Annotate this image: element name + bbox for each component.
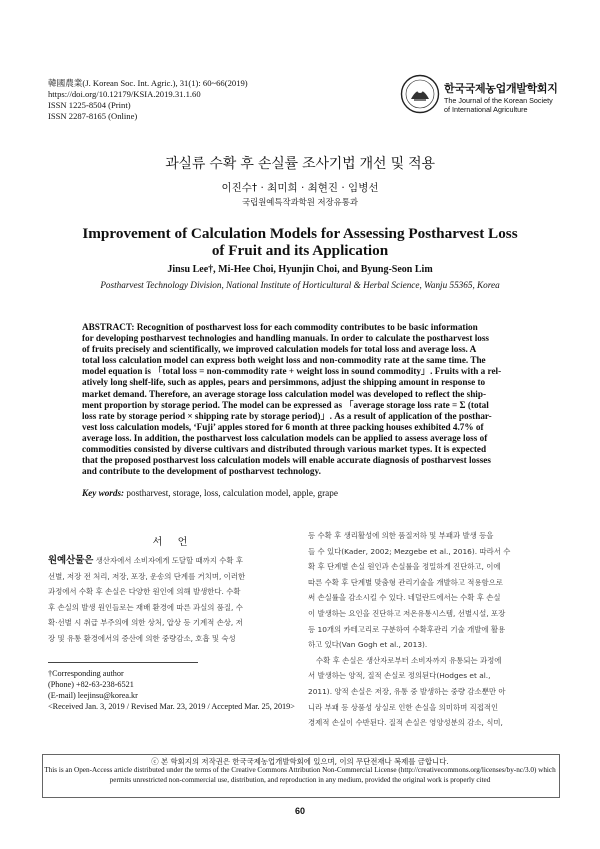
body-line: 확 후 단계별 손실 원인과 손실률을 정밀하게 진단하고, 이에 bbox=[308, 562, 501, 572]
corresponding-author-note: †Corresponding author (Phone) +82-63-238-6521 (E-mail) leejinsu@korea.kr <Received Jan. 3, 2019 / Revised Mar. 23, 2019 / Accepted Mar. 25, 2019> bbox=[48, 669, 295, 711]
title-english: Improvement of Calculation Models for Assessing Postharvest Loss of Fruit and its Application bbox=[82, 225, 518, 259]
body-line: 수확 후 손실은 생산자로부터 소비자까지 유통되는 과정에 bbox=[316, 655, 502, 665]
body-line: 들 수 있다(Kader, 2002; Mezgebe et al., 2016). 따라서 수 bbox=[308, 546, 511, 556]
keywords bbox=[82, 488, 338, 498]
body-line: 경제적 손실이 수반된다. 질적 손실은 영양성분의 감소, 식미, bbox=[308, 718, 503, 728]
body-line: 서 발생하는 양적, 질적 손실로 정의된다(Hodges et al., bbox=[308, 671, 491, 681]
keywords-label: Key words: bbox=[82, 488, 125, 498]
journal-meta bbox=[48, 78, 248, 122]
authors-english: Jinsu Lee†, Mi-Hee Choi, Hyunjin Choi, and Byung-Seon Lim bbox=[167, 264, 433, 275]
issn-print: ISSN 1225-8504 (Print) bbox=[48, 100, 131, 110]
body-line: 2011). 양적 손실은 저장, 유통 중 발생하는 중량 감소뿐만 아 bbox=[308, 686, 506, 696]
left-column bbox=[48, 553, 298, 647]
society-name-ko: 한국국제농업개발학회지 bbox=[444, 82, 558, 95]
body-line: 하고 있다(Van Gogh et al., 2013). bbox=[308, 640, 428, 650]
section-heading-introduction: 서 언 bbox=[152, 537, 194, 548]
journal-citation: 韓國農業(J. Korean Soc. Int. Agric.), 31(1): 60~66(2019) bbox=[48, 78, 248, 88]
doi-link[interactable]: https://doi.org/10.12179/KSIA.2019.31.1.60 bbox=[48, 89, 201, 99]
author-email[interactable]: (E-mail) leejinsu@korea.kr bbox=[48, 691, 138, 700]
license-text: ⓒ 본 학회지의 저작권은 한국국제농업개발학회에 있으며, 이의 무단전재나 복제를 금합니다. This is an Open-Access article distributed under the terms of the Creative Commons Attribution Non-Commercial License (http://creativecommons.org/licenses/by-nc/3.0) which permits unrestricted non-commercial use, distribution, and reproduction in any medium, provided the original work is properly cited bbox=[44, 757, 556, 784]
body-line: 따른 수확 후 단계별 맞춤형 관리기술을 개발하고 적용함으로 bbox=[308, 577, 503, 587]
lead-word: 원예산물은 bbox=[48, 555, 94, 566]
right-column bbox=[308, 528, 558, 731]
issn-online: ISSN 2287-8165 (Online) bbox=[48, 111, 138, 121]
body-line: 등 수확 후 생리활성에 의한 품질저하 및 부패과 발생 등을 bbox=[308, 531, 494, 540]
page-number: 60 bbox=[294, 806, 305, 816]
abstract: ABSTRACT: Recognition of postharvest loss for each commodity contributes to be basic information for developing postharvest technologies and handling manuals. In order to calculate the postharvest loss of fruits precisely and scientifically, we improved calculation models for total loss and average loss. A total loss calculation model can express both weight loss and non-commodity rate at the same time. The model equation is 「total loss = non-commodity rate + weight loss in sound commodity」. Fruits with a rel- atively long shelf-life, such as apples, pears and persimmons, adjust the shipping amount in response to market demand. Therefore, an average storage loss calculation model was developed to reflect the ship- ment proportion by storage period. The model can be expressed as 「average storage loss rate = Σ (total loss rate by storage period × shipping rate by storage period)」. As a result of application of the posthar- vest loss calculation models, ‘Fuji’ apples stored for 6 month at three packing houses exhibited 4.7% of average loss. In addition, the postharvest loss calculation models can be applied to assess average loss of commodities consisted by diverse cultivars and distributed through various market types. It is expected that the proposed postharvest loss calculation models will enable accurate diagnosis of postharvest losses and contribute to the development of postharvest technology. bbox=[82, 322, 502, 477]
body-line: 선별, 저장 전 처리, 저장, 포장, 운송의 단계를 거치며, 이러한 bbox=[48, 571, 246, 581]
body-line: 확·선별 시 취급 부주의에 의한 상처, 압상 등 기계적 손상, 저 bbox=[48, 618, 243, 628]
authors-korean: 이진수† · 최미희 · 최현진 · 임병선 bbox=[221, 182, 379, 194]
keywords-text: postharvest, storage, loss, calculation model, apple, grape bbox=[124, 488, 338, 498]
society-logo-icon bbox=[400, 74, 440, 114]
body-line: 등 10개의 카테고리로 구분하여 수확후관리 기술 개발에 활용 bbox=[308, 624, 506, 634]
body-line: 써 손실률을 감소시킬 수 있다. 네덜란드에서는 수확 후 손실 bbox=[308, 593, 501, 603]
body-line: 니라 부패 등 상품성 상실로 인한 손실을 의미하며 직접적인 bbox=[308, 702, 499, 712]
body-line: 과정에서 수확 후 손실은 다양한 원인에 의해 발생한다. 수확 bbox=[48, 587, 241, 597]
society-name-en: The Journal of the Korean Society of International Agriculture bbox=[444, 96, 553, 114]
footnote-divider bbox=[48, 662, 198, 663]
affiliation-english: Postharvest Technology Division, National Institute of Horticultural & Herbal Science, Wanju 55365, Korea bbox=[100, 280, 500, 290]
body-line: 장 및 유통 환경에서의 증산에 의한 중량감소, 호흡 및 숙성 bbox=[48, 633, 236, 643]
body-line: 후 손실의 발생 원인들로는 재배 환경에 따른 과실의 품질, 수 bbox=[48, 602, 243, 612]
title-korean: 과실류 수확 후 손실률 조사기법 개선 및 적용 bbox=[165, 156, 435, 172]
manuscript-dates: <Received Jan. 3, 2019 / Revised Mar. 23, 2019 / Accepted Mar. 25, 2019> bbox=[48, 702, 295, 711]
body-line: 이 발생하는 요인을 진단하고 저온유통시스템, 선별시설, 포장 bbox=[308, 608, 506, 618]
affiliation-korean: 국립원예특작과학원 저장유통과 bbox=[242, 197, 358, 207]
body-line: 원예산물은 생산자에서 소비자에게 도달할 때까지 수확 후 bbox=[48, 555, 244, 566]
